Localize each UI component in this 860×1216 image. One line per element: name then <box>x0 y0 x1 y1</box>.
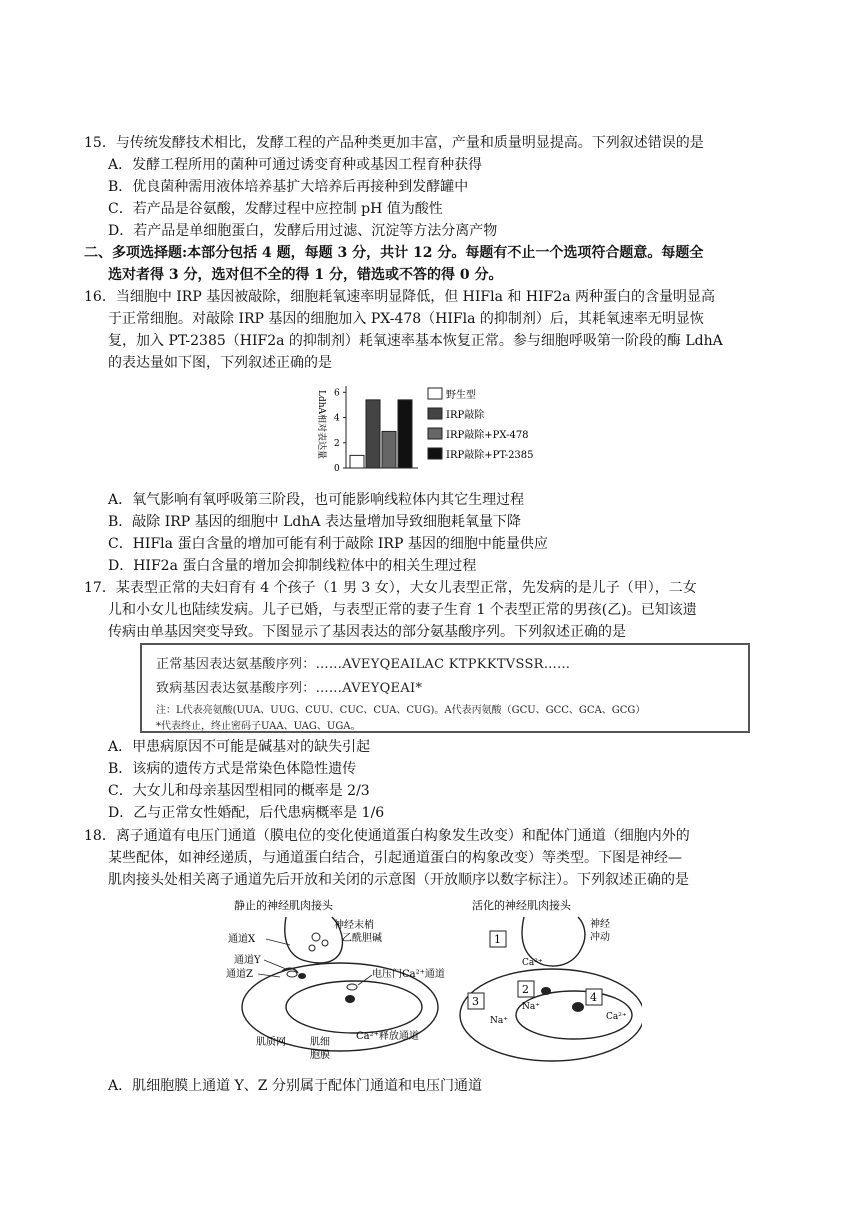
activated-junction-diagram <box>460 898 642 1061</box>
sequence-note-2: *代表终止，终止密码子UAA、UAG、UGA。 <box>156 721 361 732</box>
q17-option-b: B．该病的遗传方式是常染色体隐性遗传 <box>108 761 357 777</box>
ldha-chart-svg <box>310 380 545 472</box>
section2-header-line1: 二、多项选择题:本部分包括 4 题，每题 3 分，共计 12 分。每题有不止一个选项符合题意。每题全 <box>84 245 704 261</box>
q18-stem-line3: 肌肉接头处相关离子通道先后开放和关闭的示意图（开放顺序以数字标注）。下列叙述正确的是 <box>108 872 689 888</box>
chart-bar <box>382 431 396 468</box>
section2-header-line2: 选对者得 3 分，选对但不全的得 1 分，错选或不答的得 0 分。 <box>108 267 503 283</box>
chart-legend-label: IRP敲除+PT-2385 <box>446 450 534 461</box>
ca-release-channel-icon <box>345 995 355 1003</box>
label-na-2: Na⁺ <box>522 1002 540 1012</box>
channel-y-icon <box>287 971 297 977</box>
label-impulse-1: 神经 <box>590 919 610 930</box>
chart-bars <box>350 400 412 468</box>
vesicle-icon <box>312 933 320 941</box>
q18-option-a: A．肌细胞膜上通道 Y、Z 分别属于配体门通道和电压门通道 <box>108 1078 482 1094</box>
neuromuscular-figure <box>222 895 642 1070</box>
label-muscle-membrane-2: 胞膜 <box>310 1050 330 1061</box>
chart-ylabel: LdhA相对表达量 <box>316 390 326 460</box>
label-na-1: Na⁺ <box>490 1016 508 1026</box>
q16-option-b: B．敲除 IRP 基因的细胞中 LdhA 表达量增加导致细胞耗氧量下降 <box>108 514 521 530</box>
sequence-note-1: 注：L代表亮氨酸(UUA、UUG、CUU、CUC、CUA、CUG)。A代表丙氨酸（GCU、GCC、GCA、GCG） <box>156 705 646 716</box>
chart-bar <box>350 455 364 468</box>
resting-title: 静止的神经肌肉接头 <box>234 899 333 912</box>
q16-stem-line2: 于正常细胞。对敲除 IRP 基因的细胞加入 PX-478（HIFla 的抑制剂）后，其耗氧速率无明显恢 <box>108 311 704 327</box>
chart-bar <box>398 400 412 468</box>
chart-tick-label: 2 <box>334 438 340 449</box>
step-1-number: 1 <box>494 933 501 946</box>
q16-stem-line3: 复，加入 PT-2385（HIF2a 的抑制剂）耗氧速率基本恢复正常。参与细胞呼吸第一阶段的酶 LdhA <box>108 333 723 349</box>
resting-junction-diagram <box>226 898 445 1061</box>
q17-stem-line3: 传病由单基因突变导致。下图显示了基因表达的部分氨基酸序列。下列叙述正确的是 <box>108 624 626 640</box>
label-ach: 乙酰胆碱 <box>342 933 382 944</box>
channel-z-icon <box>298 973 306 979</box>
chart-legend <box>428 388 534 461</box>
label-nerve-ending: 神经末梢 <box>334 920 374 931</box>
step-4-number: 4 <box>590 991 597 1004</box>
q16-stem-line1: 16．当细胞中 IRP 基因被敲除，细胞耗氧速率明显降低，但 HIFla 和 HIF2a 两种蛋白的含量明显高 <box>84 289 715 305</box>
ldha-chart <box>310 380 545 472</box>
label-channel-y: 通道Y <box>234 955 261 966</box>
sarcoplasmic-reticulum-shape <box>286 981 422 1033</box>
label-muscle-membrane-1: 肌细 <box>310 1037 330 1048</box>
q17-stem-line2: 儿和小女儿也陆续发病。儿子已婚，与表型正常的妻子生育 1 个表型正常的男孩(乙)。已知该遗 <box>108 602 697 618</box>
chart-tick-label: 0 <box>334 464 340 472</box>
chart-ticks <box>334 388 346 472</box>
normal-sequence: 正常基因表达氨基酸序列：……AVEYQEAILAC KTPKKTVSSR…… <box>156 657 571 672</box>
amino-acid-sequence-box <box>140 643 750 733</box>
q16-option-c: C．HIFla 蛋白含量的增加可能有利于敲除 IRP 基因的细胞中能量供应 <box>108 536 548 552</box>
q16-option-a: A．氧气影响有氧呼吸第三阶段，也可能影响线粒体内其它生理过程 <box>108 492 525 508</box>
active-ca-release-icon <box>572 1002 584 1012</box>
step-3-number: 3 <box>472 995 479 1008</box>
q18-stem-line2: 某些配体，如神经递质，与通道蛋白结合，引起通道蛋白的构象改变）等类型。下图是神经— <box>108 850 682 866</box>
q17-option-c: C．大女儿和母亲基因型相同的概率是 2/3 <box>108 783 370 799</box>
chart-bar <box>366 400 380 468</box>
neuromuscular-figure-svg <box>222 895 642 1070</box>
active-channel-icon <box>541 987 551 995</box>
chart-legend-swatch <box>428 428 442 439</box>
label-sr: 肌质网 <box>256 1037 286 1048</box>
label-ca-release: Ca²⁺释放通道 <box>356 1031 419 1042</box>
chart-tick-label: 6 <box>334 388 340 399</box>
q15-option-d: D．若产品是单细胞蛋白，发酵后用过滤、沉淀等方法分离产物 <box>108 223 498 239</box>
chart-legend-swatch <box>428 448 442 459</box>
chart-legend-swatch <box>428 408 442 419</box>
q15-option-a: A．发酵工程所用的菌种可通过诱变育种或基因工程育种获得 <box>108 157 483 173</box>
q16-stem-line4: 的表达量如下图，下列叙述正确的是 <box>108 355 332 371</box>
q17-option-d: D．乙与正常女性婚配，后代患病概率是 1/6 <box>108 805 385 821</box>
vesicle-icon <box>322 940 328 946</box>
chart-legend-label: IRP敲除 <box>446 410 485 421</box>
label-channel-x: 通道X <box>228 934 256 945</box>
label-channel-z: 通道Z <box>226 969 253 980</box>
voltage-ca-channel-icon <box>347 984 357 990</box>
label-impulse-2: 冲动 <box>590 932 610 943</box>
q17-option-a: A．甲患病原因不可能是碱基对的缺失引起 <box>108 739 371 755</box>
q17-stem-line1: 17．某表型正常的夫妇育有 4 个孩子（1 男 3 女），大女儿表型正常，先发病的是儿子（甲），二女 <box>84 580 697 596</box>
chart-legend-label: 野生型 <box>446 390 476 401</box>
q15-stem: 15．与传统发酵技术相比，发酵工程的产品种类更加丰富，产量和质量明显提高。下列叙述错误的是 <box>84 135 704 151</box>
q18-stem-line1: 18．离子通道有电压门通道（膜电位的变化使通道蛋白构象发生改变）和配体门通道（细胞内外的 <box>84 828 690 844</box>
label-voltage-ca: 电压门Ca²⁺通道 <box>372 969 445 980</box>
disease-sequence: 致病基因表达氨基酸序列：……AVEYQEAI* <box>156 681 423 696</box>
label-ca-release-ion: Ca²⁺ <box>606 1012 627 1022</box>
chart-legend-label: IRP敲除+PX-478 <box>446 430 529 441</box>
label-ca-influx: Ca²⁺ <box>522 958 543 968</box>
step-2-number: 2 <box>522 983 529 996</box>
chart-legend-swatch <box>428 388 442 399</box>
q16-option-d: D．HIF2a 蛋白含量的增加会抑制线粒体中的相关生理过程 <box>108 558 477 574</box>
q15-option-c: C．若产品是谷氨酸，发酵过程中应控制 pH 值为酸性 <box>108 201 443 217</box>
q15-option-b: B．优良菌种需用液体培养基扩大培养后再接种到发酵罐中 <box>108 179 469 195</box>
chart-tick-label: 4 <box>334 413 340 424</box>
activated-title: 活化的神经肌肉接头 <box>472 899 571 912</box>
vesicle-icon <box>309 945 315 951</box>
